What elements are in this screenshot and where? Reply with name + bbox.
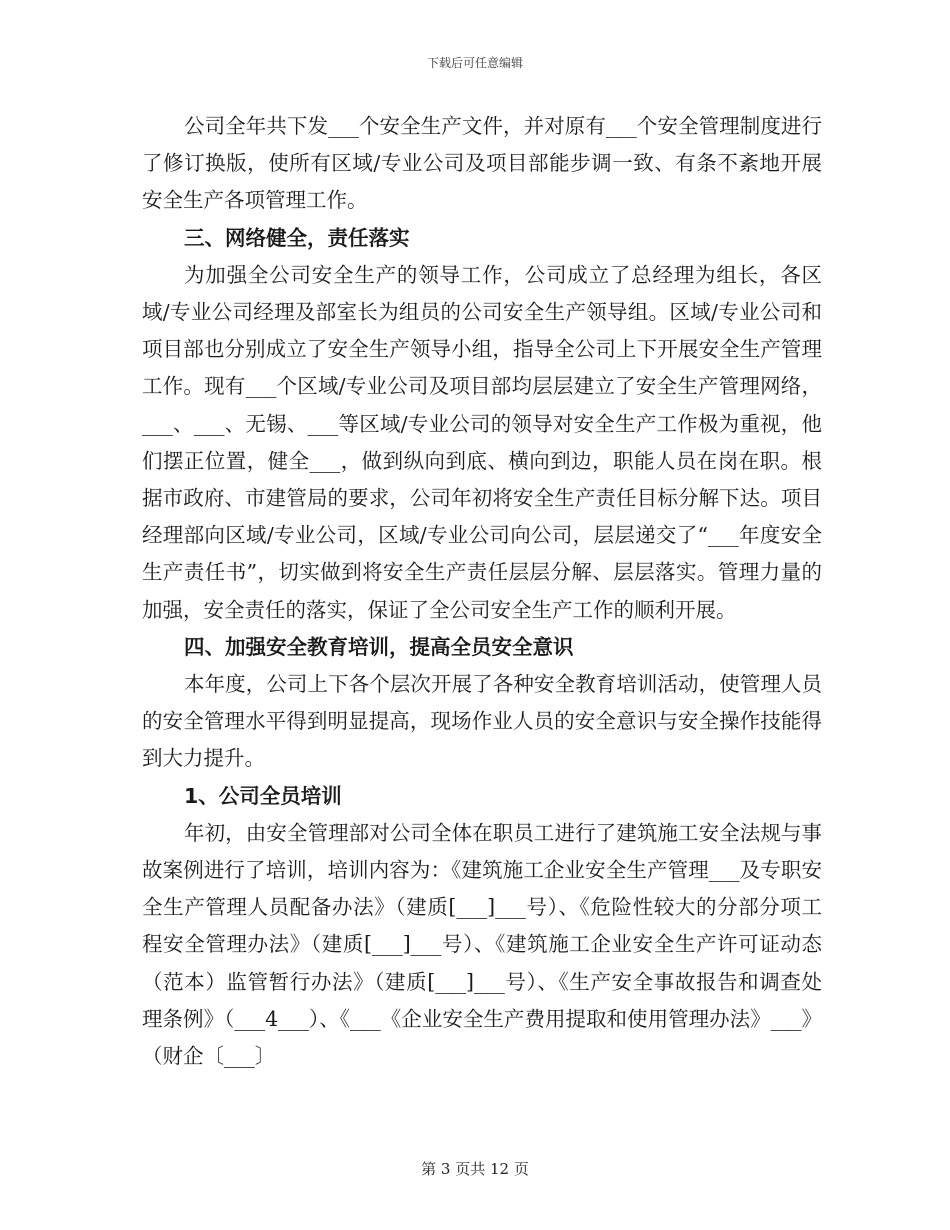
paragraph-network-responsibility: 为加强全公司安全生产的领导工作，公司成立了总经理为组长，各区域/专业公司经理及部室长为组员的公司安全生产领导组。区域/专业公司和项目部也分别成立了安全生产领导小组，指导全公司上下开展安全生产管理工作。现有___个区域/专业公司及项目部均层层建立了安全生产管理网络，___、___、无锡、___等区域/专业公司的领导对安全生产工作极为重视，他们摆正位置，健全___，做到纵向到底、横向到边，职能人员在岗在职。根据市政府、市建管局的要求，公司年初将安全生产责任目标分解下达。项目经理部向区域/专业公司，区域/专业公司向公司，层层递交了“___年度安全生产责任书”，切实做到将安全生产责任层层分解、层层落实。管理力量的加强，安全责任的落实，保证了全公司安全生产工作的顺利开展。 [142, 262, 822, 622]
section-heading-3: 三、网络健全，责任落实 [184, 225, 410, 250]
subsection-heading-4-1: 1、公司全员培训 [184, 783, 342, 808]
paragraph-safety-documents: 公司全年共下发___个安全生产文件，并对原有___个安全管理制度进行了修订换版，使所有区域/专业公司及项目部能步调一致、有条不紊地开展安全生产各项管理工作。 [142, 114, 822, 213]
page-header-note: 下载后可任意编辑 [426, 56, 523, 70]
document-body [142, 108, 822, 1075]
page-number: 第 3 页共 12 页 [421, 1160, 529, 1178]
paragraph-staff-training: 年初，由安全管理部对公司全体在职员工进行了建筑施工安全法规与事故案例进行了培训，培训内容为：《建筑施工企业安全生产管理___及专职安全生产管理人员配备办法》（建质[___]___号）、《危险性较大的分部分项工程安全管理办法》（建质[___]___号）、《建筑施工企业安全生产许可证动态（范本）监管暂行办法》（建质[___]___号）、《生产安全事故报告和调查处理条例》（___4___）、《___《企业安全生产费用提取和使用管理办法》___》（财企〔___〕 [142, 820, 822, 1069]
section-heading-4: 四、加强安全教育培训，提高全员安全意识 [184, 634, 574, 659]
paragraph-training-overview: 本年度，公司上下各个层次开展了各种安全教育培训活动，使管理人员的安全管理水平得到明显提高，现场作业人员的安全意识与安全操作技能得到大力提升。 [142, 672, 822, 771]
